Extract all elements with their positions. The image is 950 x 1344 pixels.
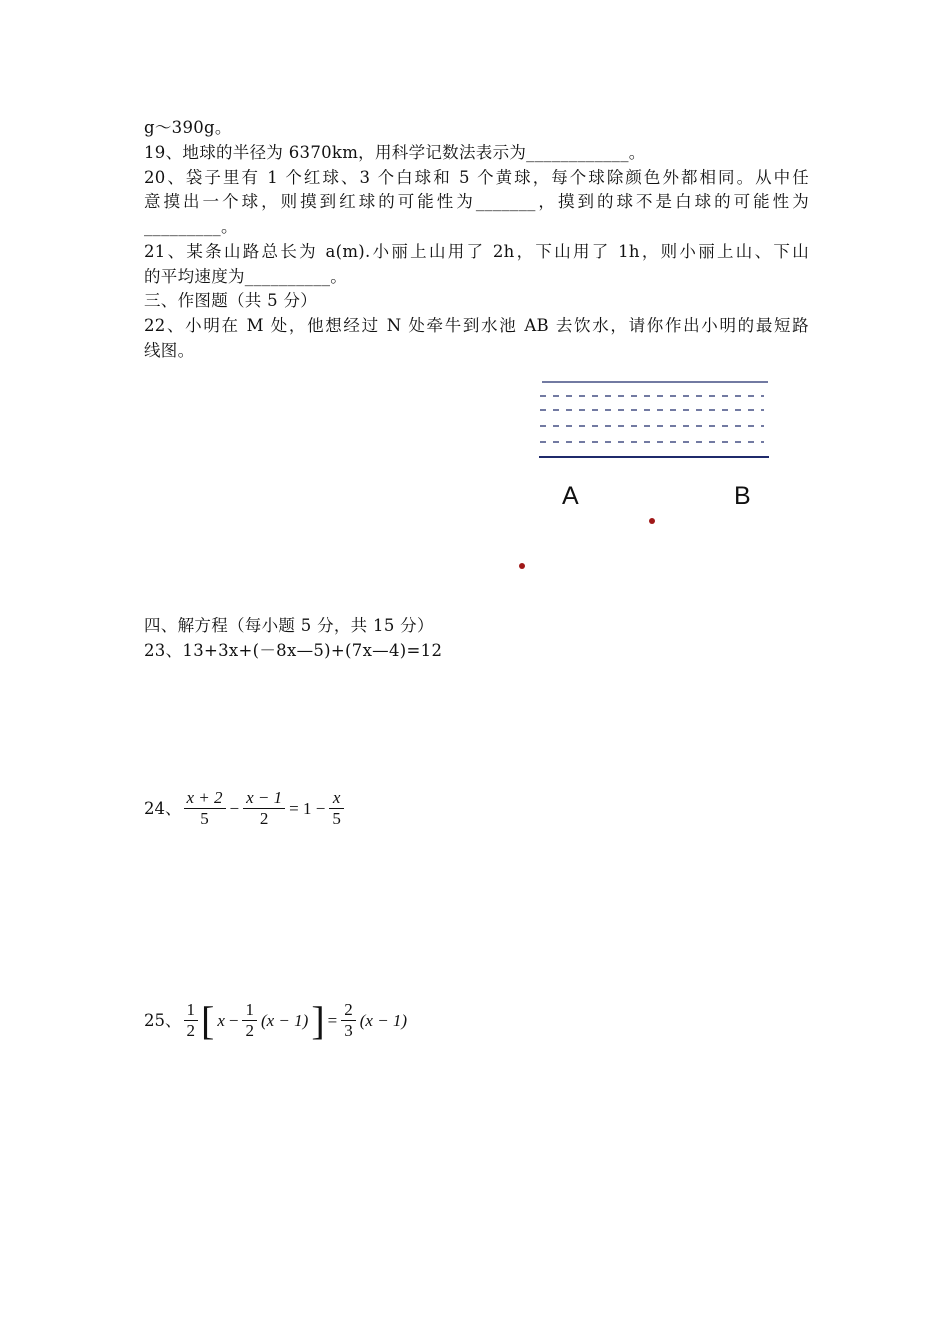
question-24-number: 24、 bbox=[144, 798, 182, 818]
inner-parenthesized-term: (x − 1) bbox=[260, 1010, 309, 1030]
question-21-line-1: 21、某条山路总长为 a(m).小丽上山用了 2h，下山用了 1h，则小丽上山、下山 bbox=[144, 242, 809, 261]
equals-sign: = bbox=[327, 1010, 338, 1030]
fraction-numerator: 2 bbox=[344, 1000, 353, 1019]
minus-sign: − bbox=[229, 798, 240, 818]
fraction-denominator: 2 bbox=[186, 1021, 195, 1041]
fraction-numerator: x − 1 bbox=[246, 788, 283, 807]
fraction-x-minus-1-over-2 bbox=[243, 788, 285, 829]
point-n bbox=[649, 518, 655, 524]
fraction-denominator: 2 bbox=[259, 809, 269, 829]
question-20-line-2: 意摸出一个球，则摸到红球的可能性为_______，摸到的球不是白球的可能性为 bbox=[144, 192, 809, 211]
question-24-equation bbox=[144, 788, 346, 829]
section-3-heading: 三、作图题（共 5 分） bbox=[144, 291, 318, 310]
question-20-line-1: 20、袋子里有 1 个红球、3 个白球和 5 个黄球，每个球除颜色外都相同。从中任 bbox=[144, 168, 809, 187]
fraction-1-over-2-inner bbox=[242, 1000, 257, 1041]
point-m-marker bbox=[519, 563, 525, 569]
right-bracket: ] bbox=[311, 997, 325, 1043]
left-bracket: [ bbox=[201, 997, 215, 1043]
point-b-label: B bbox=[734, 482, 751, 510]
fraction-numerator: x bbox=[332, 788, 341, 807]
point-a-label: A bbox=[562, 482, 579, 510]
minus-sign: − bbox=[228, 1010, 239, 1030]
equals-one-minus: = 1 − bbox=[289, 798, 326, 818]
fraction-x-plus-2-over-5 bbox=[184, 788, 226, 829]
fraction-numerator: 1 bbox=[186, 1000, 195, 1019]
fraction-numerator: x + 2 bbox=[186, 788, 223, 807]
question-19: 19、地球的半径为 6370km，用科学记数法表示为____________。 bbox=[144, 143, 646, 162]
fraction-1-over-2 bbox=[184, 1000, 199, 1041]
text-line-answer-tail: g～390g。 bbox=[144, 118, 232, 137]
variable-x: x bbox=[217, 1010, 225, 1030]
question-21-line-2: 的平均速度为__________。 bbox=[144, 267, 348, 286]
question-25-equation bbox=[144, 997, 409, 1043]
question-22-line-1: 22、小明在 M 处，他想经过 N 处牵牛到水池 AB 去饮水，请你作出小明的最短路 bbox=[144, 316, 809, 335]
section-4-heading: 四、解方程（每小题 5 分，共 15 分） bbox=[144, 616, 434, 635]
fraction-numerator: 1 bbox=[245, 1000, 254, 1019]
fraction-denominator: 5 bbox=[200, 809, 209, 829]
fraction-denominator: 2 bbox=[245, 1021, 254, 1041]
pool-diagram bbox=[530, 370, 780, 580]
fraction-denominator: 5 bbox=[332, 809, 341, 829]
rhs-parenthesized-term: (x − 1) bbox=[359, 1010, 408, 1030]
question-23: 23、13+3x+(－8x—5)+(7x—4)=12 bbox=[144, 641, 443, 660]
fraction-denominator: 3 bbox=[344, 1021, 353, 1041]
question-22-line-2: 线图。 bbox=[144, 341, 195, 360]
question-25-number: 25、 bbox=[144, 1010, 182, 1030]
question-20-line-3: _________。 bbox=[144, 217, 238, 236]
fraction-x-over-5 bbox=[329, 788, 344, 829]
fraction-2-over-3 bbox=[341, 1000, 356, 1041]
